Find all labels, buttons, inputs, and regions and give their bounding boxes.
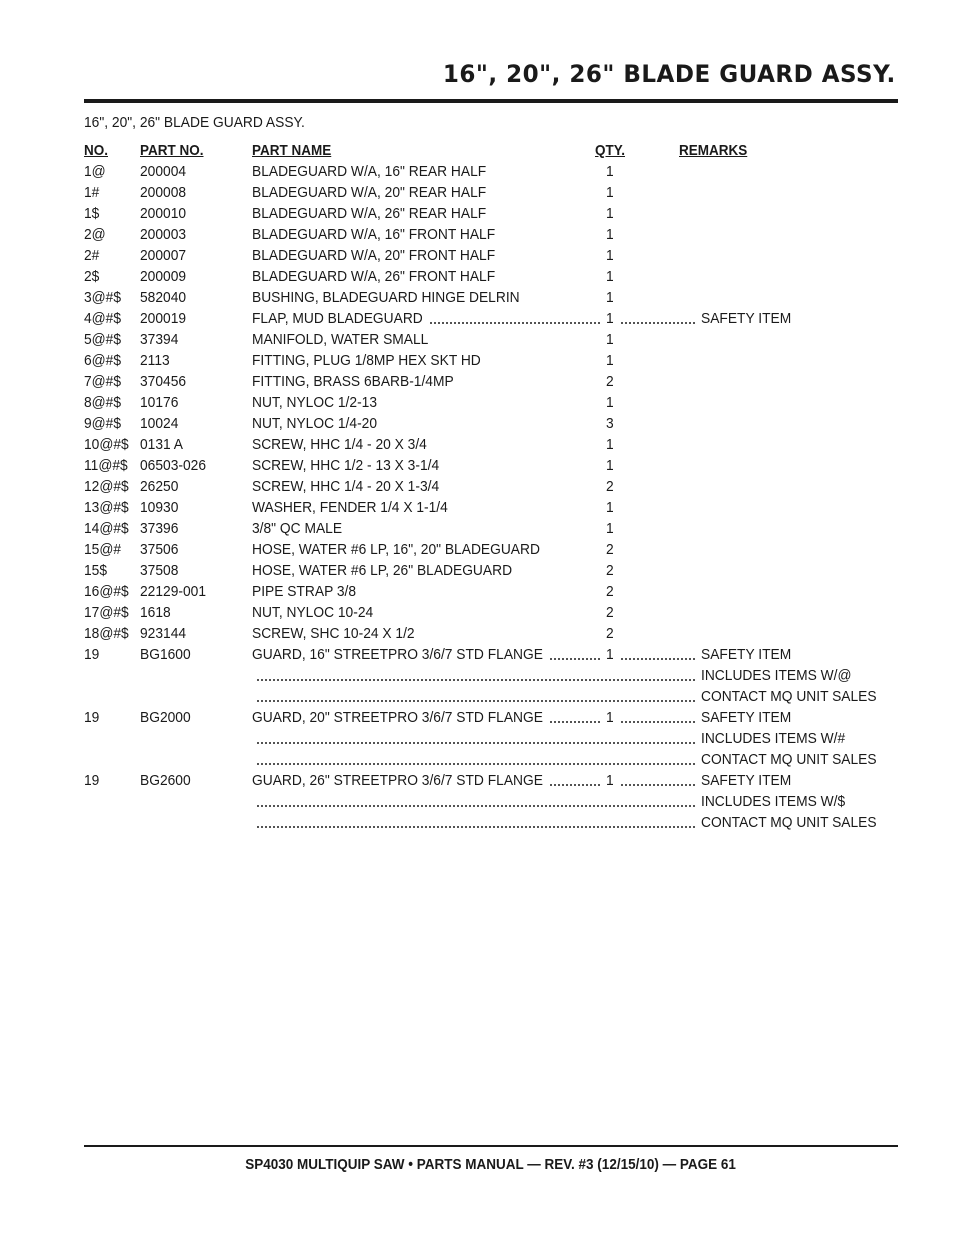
row-part-no: 0131 A [140,436,183,453]
parts-table [0,162,954,834]
row-remarks: INCLUDES ITEMS W/# [701,730,846,747]
row-no: 1@ [84,163,106,180]
row-no: 15@# [84,541,122,558]
row-part-name: SCREW, HHC 1/2 - 13 X 3-1/4 [252,457,440,474]
row-remarks: SAFETY ITEM [701,310,792,327]
row-remarks: SAFETY ITEM [701,709,792,726]
row-part-no: 200003 [140,226,187,243]
row-no: 14@#$ [84,520,129,537]
table-row [0,624,954,645]
table-row [0,519,954,540]
row-part-name: GUARD, 20" STREETPRO 3/6/7 STD FLANGE [252,709,543,726]
row-part-no: 10930 [140,499,179,516]
table-row [0,687,954,708]
leader-dots [620,658,696,660]
row-remarks: CONTACT MQ UNIT SALES [701,814,877,831]
row-part-name: BLADEGUARD W/A, 16" REAR HALF [252,163,487,180]
table-row [0,540,954,561]
table-row [0,225,954,246]
leader-dots [256,700,696,702]
table-row [0,204,954,225]
row-part-name: PIPE STRAP 3/8 [252,583,357,600]
row-qty: 1 [606,184,614,201]
row-qty: 1 [606,646,614,663]
row-part-no: BG1600 [140,646,191,663]
row-no: 19 [84,772,100,789]
row-no: 15$ [84,562,108,579]
table-row [0,309,954,330]
row-part-no: 10024 [140,415,179,432]
row-part-name: GUARD, 26" STREETPRO 3/6/7 STD FLANGE [252,772,543,789]
table-row [0,750,954,771]
row-part-no: 200010 [140,205,187,222]
page-title: 16", 20", 26" BLADE GUARD ASSY. [443,60,896,88]
leader-dots [549,721,602,723]
table-row [0,393,954,414]
row-qty: 2 [606,562,614,579]
row-part-name: WASHER, FENDER 1/4 X 1-1/4 [252,499,448,516]
row-part-no: 200019 [140,310,187,327]
row-part-name: HOSE, WATER #6 LP, 26" BLADEGUARD [252,562,513,579]
row-part-name: HOSE, WATER #6 LP, 16", 20" BLADEGUARD [252,541,540,558]
table-row [0,162,954,183]
row-qty: 1 [606,163,614,180]
row-part-no: BG2600 [140,772,191,789]
leader-dots [549,784,602,786]
row-qty: 1 [606,436,614,453]
leader-dots [256,826,696,828]
row-qty: 2 [606,583,614,600]
header-part-name: PART NAME [252,142,332,159]
row-part-name: 3/8" QC MALE [252,520,343,537]
row-no: 6@#$ [84,352,122,369]
header-no: NO. [84,142,109,159]
row-qty: 1 [606,205,614,222]
page-footer [84,1156,898,1173]
row-part-name: BLADEGUARD W/A, 20" REAR HALF [252,184,487,201]
row-part-no: 200008 [140,184,187,201]
row-part-name: NUT, NYLOC 1/4-20 [252,415,378,432]
leader-dots [256,679,696,681]
row-part-no: 10176 [140,394,179,411]
row-no: 18@#$ [84,625,129,642]
row-part-name: FLAP, MUD BLADEGUARD [252,310,423,327]
row-no: 16@#$ [84,583,129,600]
row-qty: 1 [606,709,614,726]
leader-dots [549,658,602,660]
row-part-no: 37396 [140,520,179,537]
table-row [0,246,954,267]
row-part-name: BLADEGUARD W/A, 20" FRONT HALF [252,247,496,264]
row-part-no: 37508 [140,562,179,579]
header-part-no: PART NO. [140,142,204,159]
row-no: 1# [84,184,100,201]
row-part-name: BLADEGUARD W/A, 16" FRONT HALF [252,226,496,243]
table-row [0,666,954,687]
table-row [0,582,954,603]
header-remarks: REMARKS [679,142,748,159]
leader-dots [256,742,696,744]
row-qty: 2 [606,625,614,642]
row-part-no: 200007 [140,247,187,264]
top-rule [84,99,898,103]
row-no: 8@#$ [84,394,122,411]
table-row [0,351,954,372]
table-row [0,372,954,393]
table-row [0,456,954,477]
row-qty: 1 [606,289,614,306]
row-part-no: 06503-026 [140,457,206,474]
row-no: 12@#$ [84,478,129,495]
row-part-name: BUSHING, BLADEGUARD HINGE DELRIN [252,289,520,306]
row-qty: 1 [606,499,614,516]
row-qty: 1 [606,268,614,285]
row-remarks: INCLUDES ITEMS W/@ [701,667,852,684]
row-qty: 1 [606,331,614,348]
row-qty: 1 [606,226,614,243]
table-row [0,729,954,750]
row-no: 13@#$ [84,499,129,516]
row-no: 11@#$ [84,457,128,474]
bottom-rule [84,1145,898,1147]
row-part-no: 923144 [140,625,187,642]
row-no: 5@#$ [84,331,122,348]
table-row [0,561,954,582]
table-row [0,288,954,309]
row-qty: 2 [606,604,614,621]
leader-dots [620,322,696,324]
table-row [0,183,954,204]
table-row [0,708,954,729]
row-part-no: 22129-001 [140,583,206,600]
row-part-name: BLADEGUARD W/A, 26" FRONT HALF [252,268,496,285]
table-row [0,645,954,666]
row-no: 1$ [84,205,100,222]
row-no: 4@#$ [84,310,122,327]
row-part-no: 26250 [140,478,179,495]
row-no: 2# [84,247,100,264]
row-no: 2$ [84,268,100,285]
row-part-name: GUARD, 16" STREETPRO 3/6/7 STD FLANGE [252,646,543,663]
row-qty: 1 [606,394,614,411]
header-qty: QTY. [595,142,626,159]
row-part-no: 1618 [140,604,171,621]
row-qty: 1 [606,457,614,474]
table-row [0,792,954,813]
table-row [0,435,954,456]
row-part-name: NUT, NYLOC 10-24 [252,604,374,621]
row-qty: 1 [606,352,614,369]
leader-dots [429,322,602,324]
row-part-name: SCREW, HHC 1/4 - 20 X 1-3/4 [252,478,440,495]
row-part-no: 37394 [140,331,179,348]
row-no: 17@#$ [84,604,129,621]
row-part-name: NUT, NYLOC 1/2-13 [252,394,378,411]
row-part-no: 200009 [140,268,187,285]
leader-dots [620,721,696,723]
row-part-no: 200004 [140,163,187,180]
row-no: 19 [84,709,100,726]
row-part-no: BG2000 [140,709,191,726]
leader-dots [620,784,696,786]
footer-text: SP4030 MULTIQUIP SAW • PARTS MANUAL — REV. #3 (12/15/10) — PAGE 61 [245,1156,737,1173]
row-no: 9@#$ [84,415,122,432]
table-row [0,498,954,519]
table-row [0,813,954,834]
row-remarks: SAFETY ITEM [701,772,792,789]
table-caption: 16", 20", 26" BLADE GUARD ASSY. [84,114,305,131]
table-row [0,477,954,498]
row-remarks: CONTACT MQ UNIT SALES [701,688,877,705]
row-qty: 2 [606,478,614,495]
row-part-no: 370456 [140,373,187,390]
row-no: 7@#$ [84,373,122,390]
table-row [0,330,954,351]
row-remarks: SAFETY ITEM [701,646,792,663]
table-row [0,267,954,288]
row-no: 10@#$ [84,436,129,453]
leader-dots [256,763,696,765]
table-row [0,603,954,624]
row-qty: 1 [606,520,614,537]
row-no: 2@ [84,226,106,243]
row-part-name: BLADEGUARD W/A, 26" REAR HALF [252,205,487,222]
row-remarks: CONTACT MQ UNIT SALES [701,751,877,768]
row-qty: 1 [606,310,614,327]
row-qty: 3 [606,415,614,432]
table-row [0,771,954,792]
row-qty: 2 [606,373,614,390]
row-remarks: INCLUDES ITEMS W/$ [701,793,846,810]
row-no: 3@#$ [84,289,122,306]
leader-dots [256,805,696,807]
row-part-name: FITTING, PLUG 1/8MP HEX SKT HD [252,352,481,369]
row-no: 19 [84,646,100,663]
row-part-name: SCREW, SHC 10-24 X 1/2 [252,625,415,642]
row-part-no: 582040 [140,289,187,306]
row-part-no: 2113 [140,352,170,369]
row-qty: 1 [606,772,614,789]
row-part-no: 37506 [140,541,179,558]
row-qty: 1 [606,247,614,264]
table-row [0,414,954,435]
row-part-name: SCREW, HHC 1/4 - 20 X 3/4 [252,436,427,453]
row-part-name: FITTING, BRASS 6BARB-1/4MP [252,373,454,390]
row-part-name: MANIFOLD, WATER SMALL [252,331,429,348]
row-qty: 2 [606,541,614,558]
